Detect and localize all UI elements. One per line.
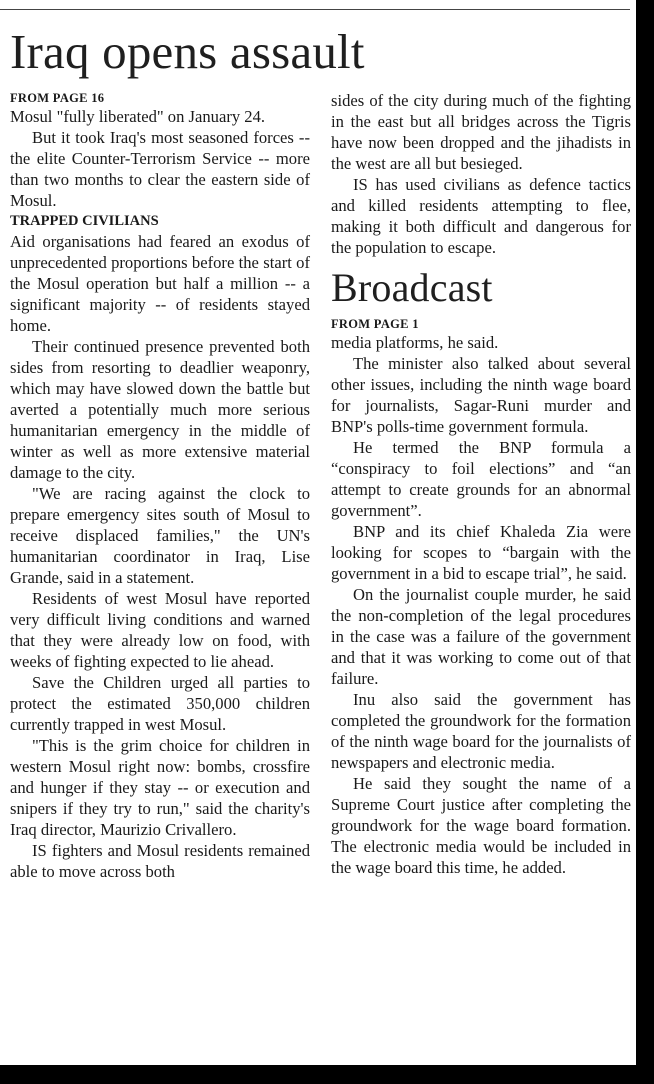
top-rule — [0, 9, 630, 10]
paragraph: The minister also talked about several other issues, including the ninth wage board for journalists, Sagar-Runi murder and BNP's polls-time government formula. — [331, 354, 631, 436]
jump-label-page-1: FROM PAGE 1 — [331, 317, 419, 331]
paragraph: BNP and its chief Khaleda Zia were looking for scopes to “bargain with the government in a bid to escape trial”, he said. — [331, 522, 631, 583]
paragraph: Inu also said the government has completed the groundwork for the formation of the ninth wage board for the journalists of newspapers and electronic media. — [331, 690, 631, 772]
paragraph: "This is the grim choice for children in western Mosul right now: bombs, crossfire and hunger if they stay -- or execution and snipers if they try to run," said the charity's Iraq director, Maurizio Crivallero. — [10, 736, 310, 839]
left-column — [10, 90, 310, 882]
paragraph: He said they sought the name of a Supreme Court justice after completing the groundwork for the wage board formation. The electronic media would be included in the wage board this time, he added. — [331, 774, 631, 877]
paragraph: Residents of west Mosul have reported very difficult living conditions and warned that they were already low on food, with weeks of fighting expected to lie ahead. — [10, 589, 310, 671]
paragraph: media platforms, he said. — [331, 333, 499, 352]
paragraph: Mosul "fully liberated" on January 24. — [10, 107, 266, 126]
paragraph: Their continued presence prevented both sides from resorting to deadlier weaponry, which may have slowed down the battle but averted a potentially much more serious humanitarian emergency in the middle of winter as well as more extensive material damage to the city. — [10, 337, 310, 482]
article-headline-iraq: Iraq opens assault — [10, 24, 365, 79]
paragraph: But it took Iraq's most seasoned forces -- the elite Counter-Terrorism Service -- more than two months to clear the eastern side of Mosul. — [10, 128, 310, 210]
article-headline-broadcast: Broadcast — [331, 265, 493, 310]
paragraph: He termed the BNP formula a “conspiracy to foil elections” and “an attempt to create grounds for an abnormal government”. — [331, 438, 631, 520]
paragraph: On the journalist couple murder, he said the non-completion of the legal procedures in the case was a failure of the government and that it was working to come out of that failure. — [331, 585, 631, 688]
right-column — [331, 90, 631, 878]
jump-label-page-16: FROM PAGE 16 — [10, 91, 105, 105]
paragraph-continued: sides of the city during much of the fighting in the east but all bridges across the Tigris have now been dropped and the jihadists in the west are all but besieged. — [331, 91, 631, 173]
subhead-trapped-civilians: TRAPPED CIVILIANS — [10, 213, 159, 229]
paragraph: Save the Children urged all parties to protect the estimated 350,000 children currently trapped in west Mosul. — [10, 673, 310, 734]
paragraph: "We are racing against the clock to prepare emergency sites south of Mosul to receive displaced families," the UN's humanitarian coordinator in Iraq, Lise Grande, said in a statement. — [10, 484, 310, 587]
paragraph-continued: IS has used civilians as defence tactics and killed residents attempting to flee, making it both difficult and dangerous for the population to escape. — [331, 175, 631, 257]
paragraph: IS fighters and Mosul residents remained able to move across both — [10, 841, 310, 881]
paragraph: Aid organisations had feared an exodus of unprecedented proportions before the start of the Mosul operation but half a million -- a significant majority -- of residents stayed home. — [10, 232, 310, 335]
